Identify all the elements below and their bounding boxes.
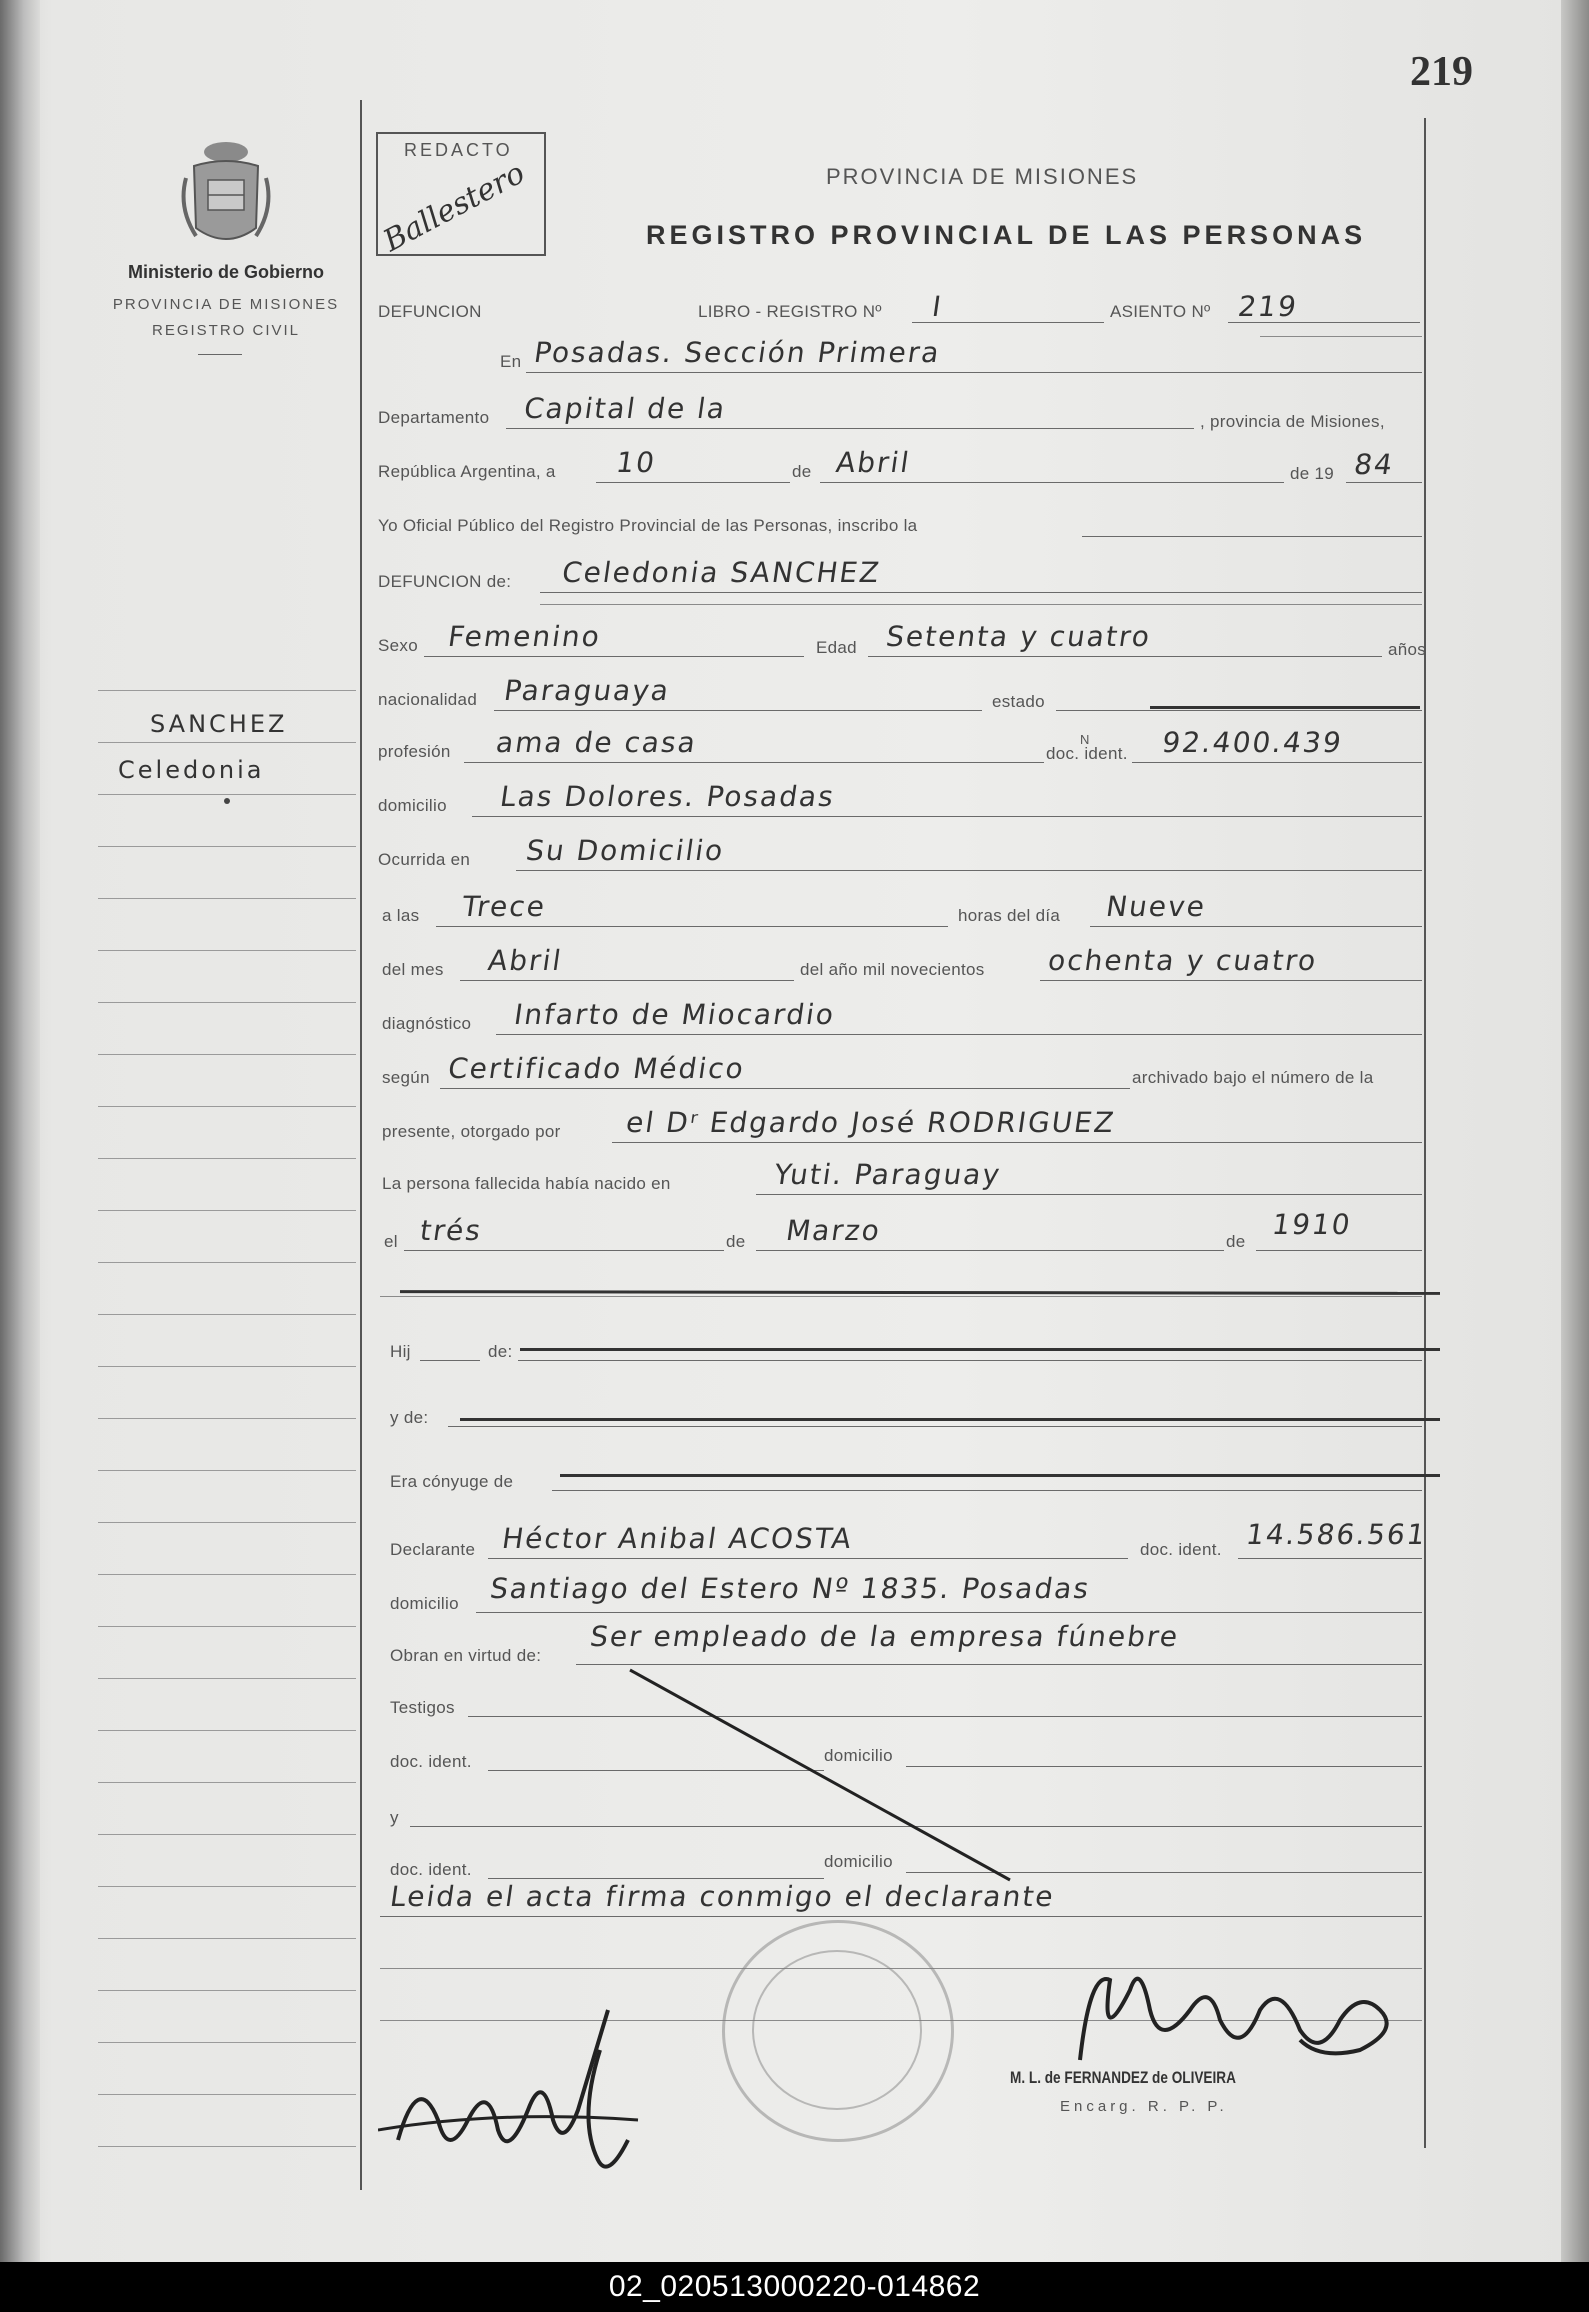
scan-file-id: 02_020513000220-014862 [608,2270,981,2303]
label-de-nac-mes: de [726,1232,746,1251]
margin-ruled-line [98,1886,356,1887]
margin-ruled-line [98,2042,356,2043]
label-sexo: Sexo [378,636,418,655]
margin-ruled-line [98,2094,356,2095]
left-margin-line [360,100,362,2190]
label-estado: estado [992,692,1045,711]
margin-ruled-line [98,1730,356,1731]
officer-title: Encarg. R. P. P. [1060,2098,1228,2115]
value-ano-nacimiento: 1910 [1270,1208,1354,1241]
value-sexo: Femenino [446,620,604,653]
margin-ruled-line [98,1990,356,1991]
label-de-hij: de: [488,1342,513,1361]
value-libro-no: I [930,290,945,323]
page-number: 219 [1410,49,1473,95]
label-libro: LIBRO - REGISTRO Nº [698,302,882,321]
officer-name: M. L. de FERNANDEZ de OLIVEIRA [1010,2068,1236,2087]
value-doc-declarante: 14.586.561 [1244,1518,1429,1551]
label-doc-ident: doc. ident. [1046,744,1128,763]
label-ocurrida: Ocurrida en [378,850,471,869]
coat-of-arms-icon [176,138,276,256]
right-margin-line [1424,118,1426,2148]
label-defuncion-de: DEFUNCION de: [378,572,512,591]
value-domicilio: Las Dolores. Posadas [498,780,838,813]
label-horas-dia: horas del día [958,906,1061,925]
value-mes-fallecimiento: Abril [486,944,565,977]
margin-ruled-line [98,1782,356,1783]
label-de: de [792,462,812,481]
margin-ruled-line [98,1522,356,1523]
label-domicilio-testigo1: domicilio [824,1746,893,1765]
page-edge [1561,0,1589,2262]
officer-signature [1060,1950,1420,2080]
redacto-signature: Ballestero [377,155,531,259]
value-mes-nacimiento: Marzo [784,1214,884,1247]
value-lectura: Leida el acta firma conmigo el declarante [388,1880,1058,1913]
margin-ruled-line [98,846,356,847]
witness-strike-line [620,1660,1020,1890]
label-doc-declarante: doc. ident. [1140,1540,1222,1559]
margin-ruled-line [98,1054,356,1055]
redacto-label: REDACTO [404,140,513,160]
value-dia-fallecimiento: Nueve [1104,890,1209,923]
value-segun: Certificado Médico [446,1052,748,1085]
value-nombre: Celedonia SANCHEZ [560,556,883,589]
value-dia: 10 [614,446,659,479]
label-el: el [384,1232,398,1251]
value-ano-fallecimiento: ochenta y cuatro [1046,944,1320,977]
label-y-de: y de: [390,1408,429,1427]
label-en: En [500,352,522,371]
margin-ruled-line [98,1626,356,1627]
label-archivado: archivado bajo el número de la [1132,1068,1374,1087]
value-otorgado-por: el Dʳ Edgardo José RODRIGUEZ [624,1106,1118,1139]
margin-ruled-line [98,742,356,743]
margin-ruled-line [98,2146,356,2147]
header-registry: REGISTRO PROVINCIAL DE LAS PERSONAS [646,220,1367,250]
ministry-office: REGISTRO CIVIL [151,322,301,339]
margin-ruled-line [98,1106,356,1107]
label-de-19: de 19 [1290,464,1335,483]
label-domicilio-testigo2: domicilio [824,1852,893,1871]
label-declarante: Declarante [390,1540,476,1559]
margin-ruled-line [98,898,356,899]
margin-ruled-line [98,1210,356,1211]
label-obran: Obran en virtud de: [390,1646,542,1665]
ministry-title: Ministerio de Gobierno [127,262,324,282]
label-provincia: , provincia de Misiones, [1200,412,1385,431]
label-persona-fallecida: La persona fallecida había nacido en [382,1174,671,1193]
margin-ruled-line [98,1262,356,1263]
margin-given-name: Celedonia [118,756,265,784]
ministry-province: PROVINCIA DE MISIONES [112,296,340,313]
value-lugar: Posadas. Sección Primera [532,336,943,369]
label-segun: según [382,1068,430,1087]
value-dia-nacimiento: trés [418,1214,485,1247]
value-declarante: Héctor Anibal ACOSTA [500,1522,856,1555]
margin-ruled-line [98,1574,356,1575]
margin-ruled-line [98,1314,356,1315]
margin-ruled-line [98,1158,356,1159]
margin-dot [224,798,230,804]
official-seal-inner [752,1950,922,2110]
label-conyuge: Era cónyuge de [390,1472,514,1491]
margin-ruled-line [98,1366,356,1367]
value-asiento-no: 219 [1236,290,1301,323]
label-diagnostico: diagnóstico [382,1014,472,1033]
value-diagnostico: Infarto de Miocardio [512,998,838,1031]
label-edad: Edad [816,638,857,657]
label-domicilio-declarante: domicilio [390,1594,459,1613]
value-lugar-nacimiento: Yuti. Paraguay [772,1158,1004,1191]
margin-ruled-line [98,1834,356,1835]
margin-ruled-line [98,1678,356,1679]
value-departamento: Capital de la [522,392,729,425]
label-del-ano: del año mil novecientos [800,960,985,979]
value-doc-ident: 92.400.439 [1160,726,1345,759]
margin-ruled-line [98,690,356,691]
margin-ruled-line [98,1470,356,1471]
label-profesion: profesión [378,742,451,761]
label-a-las: a las [382,906,420,925]
margin-ruled-line [98,1418,356,1419]
ministry-divider [198,354,242,355]
binding-edge [0,0,40,2262]
label-republica: República Argentina, a [378,462,556,481]
label-y: y [390,1808,399,1827]
label-de-nac-ano: de [1226,1232,1246,1251]
label-domicilio: domicilio [378,796,447,815]
margin-ruled-line [98,950,356,951]
margin-ruled-line [98,794,356,795]
label-defuncion: DEFUNCION [378,302,482,321]
redacto-stamp [376,132,546,259]
label-presente: presente, otorgado por [382,1122,561,1141]
value-ocurrida: Su Domicilio [524,834,727,867]
label-nacionalidad: nacionalidad [378,690,478,709]
header-province: PROVINCIA DE MISIONES [826,164,1139,189]
value-edad: Setenta y cuatro [884,620,1154,653]
label-del-mes: del mes [382,960,444,979]
label-hij: Hij [390,1342,411,1361]
value-hora: Trece [460,890,549,923]
declarant-signature [378,1990,698,2190]
margin-ruled-line [98,1938,356,1939]
value-mes: Abril [834,446,913,479]
label-doc-testigo2: doc. ident. [390,1860,472,1879]
label-yo-oficial: Yo Oficial Público del Registro Provincial de las Personas, inscribo la [378,516,918,535]
label-anos: años [1388,640,1427,659]
label-doc-n: N [1080,732,1090,747]
value-nacionalidad: Paraguaya [502,674,673,707]
value-profesion: ama de casa [494,726,700,759]
value-ano: 84 [1352,448,1397,481]
value-obran: Ser empleado de la empresa fúnebre [588,1620,1182,1653]
label-asiento: ASIENTO Nº [1110,302,1211,321]
value-domicilio-declarante: Santiago del Estero Nº 1835. Posadas [488,1572,1093,1605]
margin-ruled-line [98,1002,356,1003]
margin-surname: SANCHEZ [150,710,288,738]
label-testigos: Testigos [390,1698,455,1717]
label-departamento: Departamento [378,408,490,427]
label-doc-testigo1: doc. ident. [390,1752,472,1771]
